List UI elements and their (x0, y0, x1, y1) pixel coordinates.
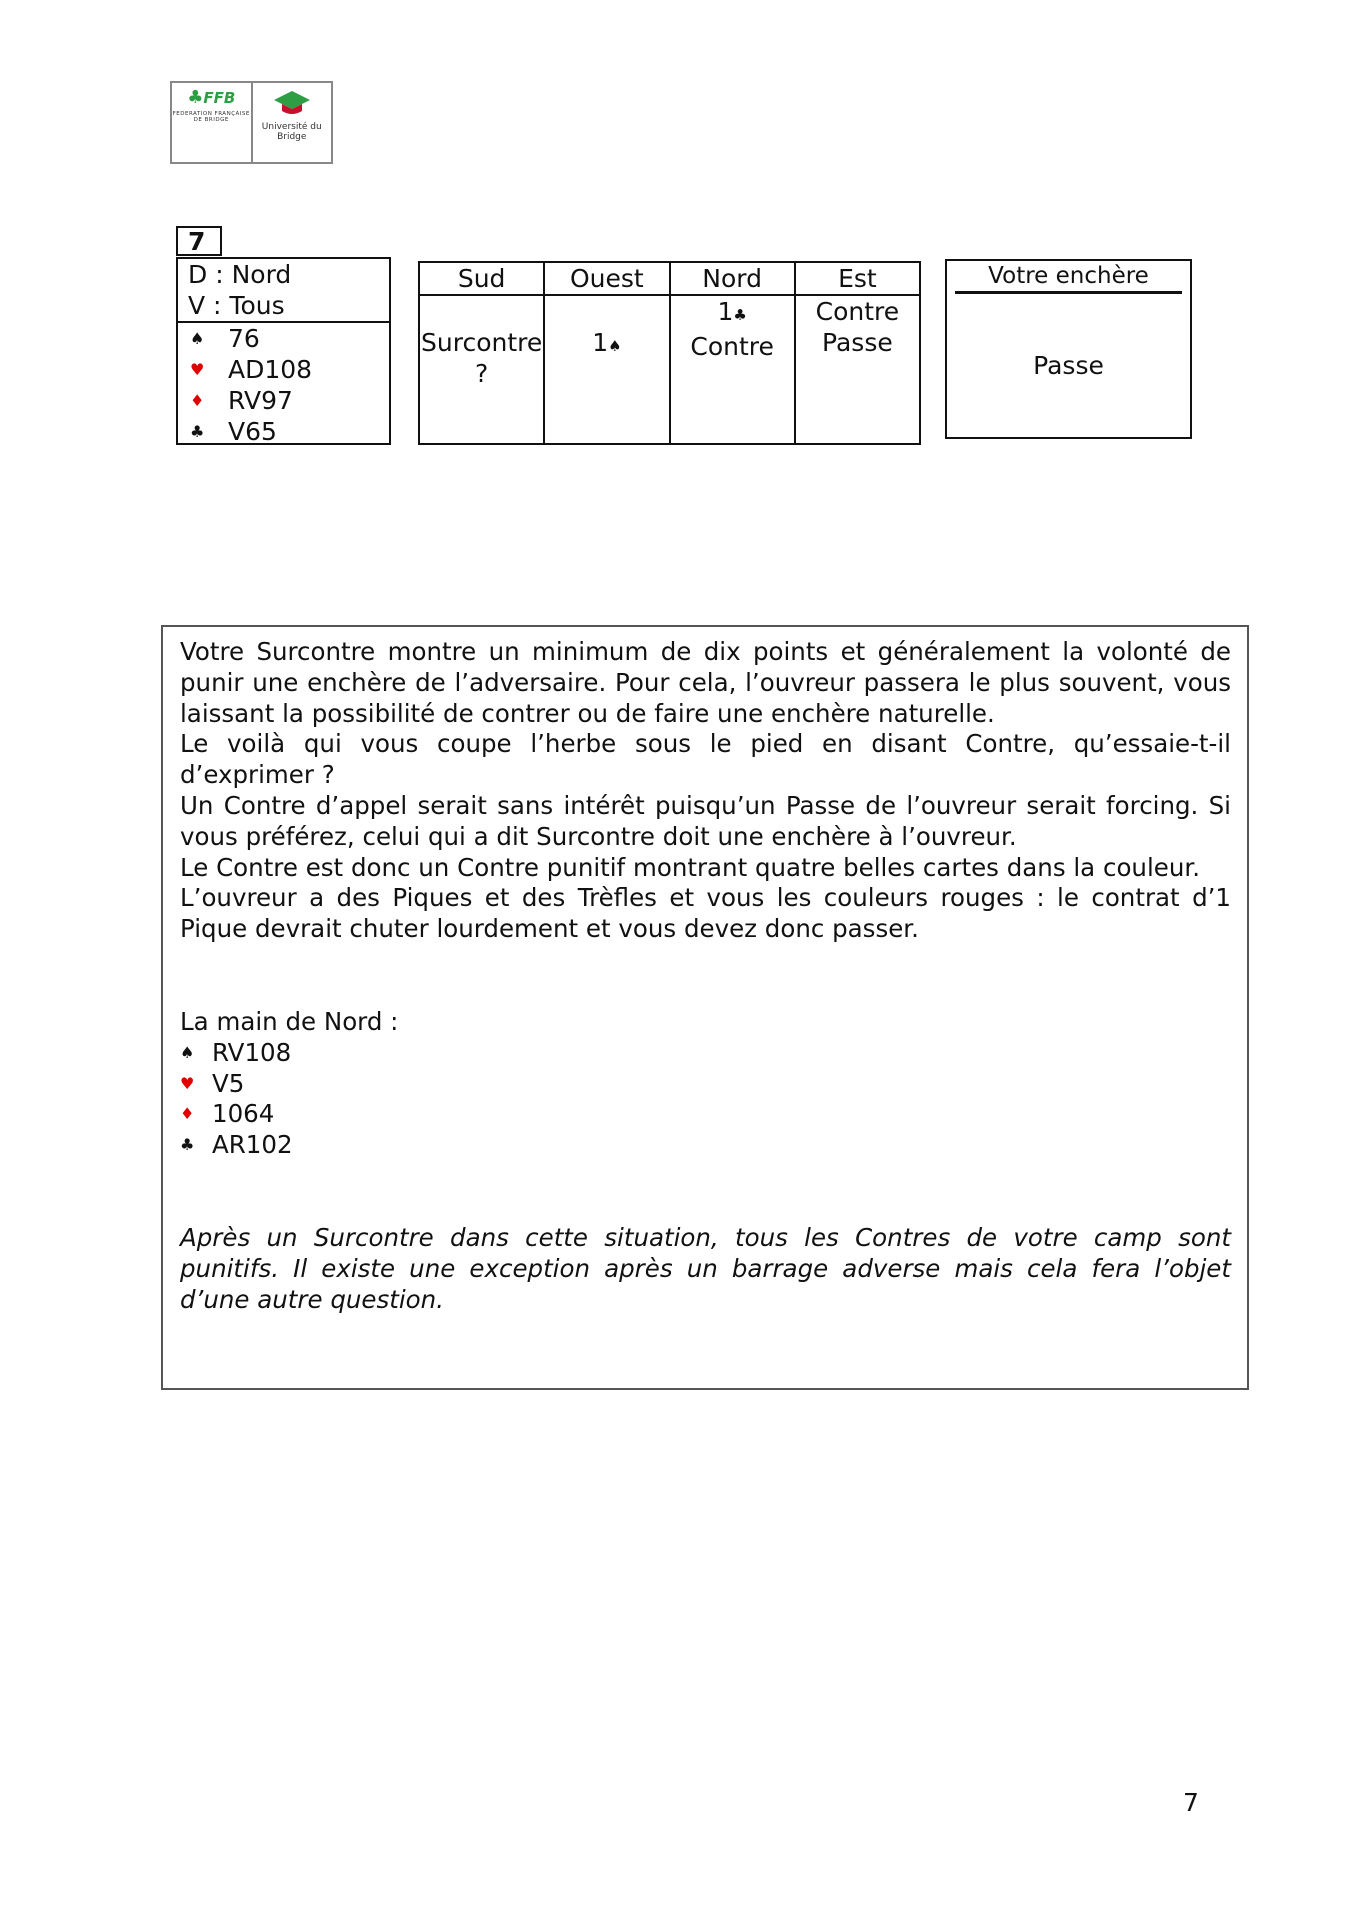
bids-west (545, 296, 668, 443)
hearts-cards: AD108 (228, 355, 313, 384)
hand-suits (178, 323, 389, 447)
bid-column-east (794, 263, 919, 443)
north-clubs-row (180, 1130, 1231, 1161)
bid: ? (474, 359, 489, 388)
heart-icon: ♥ (190, 360, 205, 379)
answer-box (945, 259, 1192, 439)
north-spades: RV108 (212, 1037, 292, 1067)
bids-east (796, 296, 919, 443)
ffb-tree-icon: ♣FFB (187, 87, 236, 108)
club-icon: ♣ (733, 306, 747, 324)
club-icon: ♣ (180, 1135, 195, 1155)
vulnerability: V : Tous (188, 291, 285, 320)
bid-column-west (543, 263, 668, 443)
south-hand-box (176, 257, 391, 445)
ffb-logo-left (172, 83, 251, 162)
explanation-note: Après un Surcontre dans cette situation, tous les Contres de votre camp sont punitifs. Il existe une exception après un barrage adverse mais cela fera l’objet d’une autre question. (180, 1222, 1231, 1314)
clubs-row (190, 416, 389, 447)
dealer-vulnerability (178, 259, 389, 323)
bid: Passe (822, 328, 893, 357)
spade-icon: ♠ (608, 337, 622, 355)
graduation-cap-icon (272, 89, 312, 119)
hearts-row (190, 354, 389, 385)
heart-icon: ♥ (180, 1073, 195, 1093)
bids-south (420, 296, 543, 443)
explanation-paragraph: L’ouvreur a des Piques et des Trèfles et vous les couleurs rouges : le contrat d’1 Pique devrait chuter lourdement et vous devez donc passer. (180, 883, 1231, 944)
universite-logo (251, 83, 332, 162)
dealer: D : Nord (188, 260, 292, 289)
answer-title: Votre enchère (955, 261, 1182, 294)
bidding-table (418, 261, 921, 445)
explanation-paragraph: Un Contre d’appel serait sans intérêt puisqu’un Passe de l’ouvreur serait forcing. Si vous préférez, celui qui a dit Surcontre doit une enchère à l’ouvreur. (180, 790, 1231, 851)
north-hand (180, 1007, 1231, 1161)
club-icon: ♣ (190, 422, 205, 441)
north-clubs: AR102 (212, 1130, 293, 1160)
diamonds-cards: RV97 (228, 386, 293, 415)
ffb-caption: FEDERATION FRANÇAISE DE BRIDGE (172, 111, 250, 123)
ffb-logo (170, 81, 333, 164)
bid-column-north (669, 263, 794, 443)
bid: Contre (815, 297, 900, 326)
answer-value: Passe (1033, 351, 1104, 380)
bid-header-west: Ouest (545, 263, 668, 296)
bids-north (671, 296, 794, 443)
page-number: 7 (1183, 1788, 1199, 1817)
bid: 1♠ (592, 328, 622, 357)
explanation-paragraph: Le Contre est donc un Contre punitif montrant quatre belles cartes dans la couleur. (180, 852, 1200, 882)
north-diamonds: 1064 (212, 1099, 275, 1129)
explanation-paragraph: Votre Surcontre montre un minimum de dix points et généralement la volonté de punir une enchère de l’adversaire. Pour cela, l’ouvreur passera le plus souvent, vous laissant la possibilité de contrer ou de faire une enchère naturelle. (180, 637, 1231, 728)
universite-caption: Université du Bridge (261, 122, 322, 142)
north-diamonds-row (180, 1099, 1231, 1130)
spade-icon: ♠ (190, 329, 205, 348)
bid: 1♣ (717, 297, 747, 326)
clubs-cards: V65 (228, 417, 277, 446)
bid-header-north: Nord (671, 263, 794, 296)
diamond-icon: ♦ (180, 1104, 195, 1124)
explanation-box (161, 625, 1249, 1390)
diamonds-row (190, 385, 389, 416)
bid-header-east: Est (796, 263, 919, 296)
spades-cards: 76 (228, 324, 260, 353)
spade-icon: ♠ (180, 1042, 195, 1062)
bid: Surcontre (421, 328, 543, 357)
north-hearts-row (180, 1069, 1231, 1100)
spades-row (190, 323, 389, 354)
north-hearts: V5 (212, 1068, 245, 1098)
board-number: 7 (176, 226, 222, 256)
bid: Contre (690, 332, 774, 361)
bid-column-south (420, 263, 543, 443)
diamond-icon: ♦ (190, 391, 205, 410)
explanation-paragraph: Le voilà qui vous coupe l’herbe sous le pied en disant Contre, qu’essaie-t-il d’exprimer ? (180, 729, 1231, 790)
north-spades-row (180, 1038, 1231, 1069)
north-hand-title: La main de Nord : (180, 1006, 399, 1036)
bid-header-south: Sud (420, 263, 543, 296)
